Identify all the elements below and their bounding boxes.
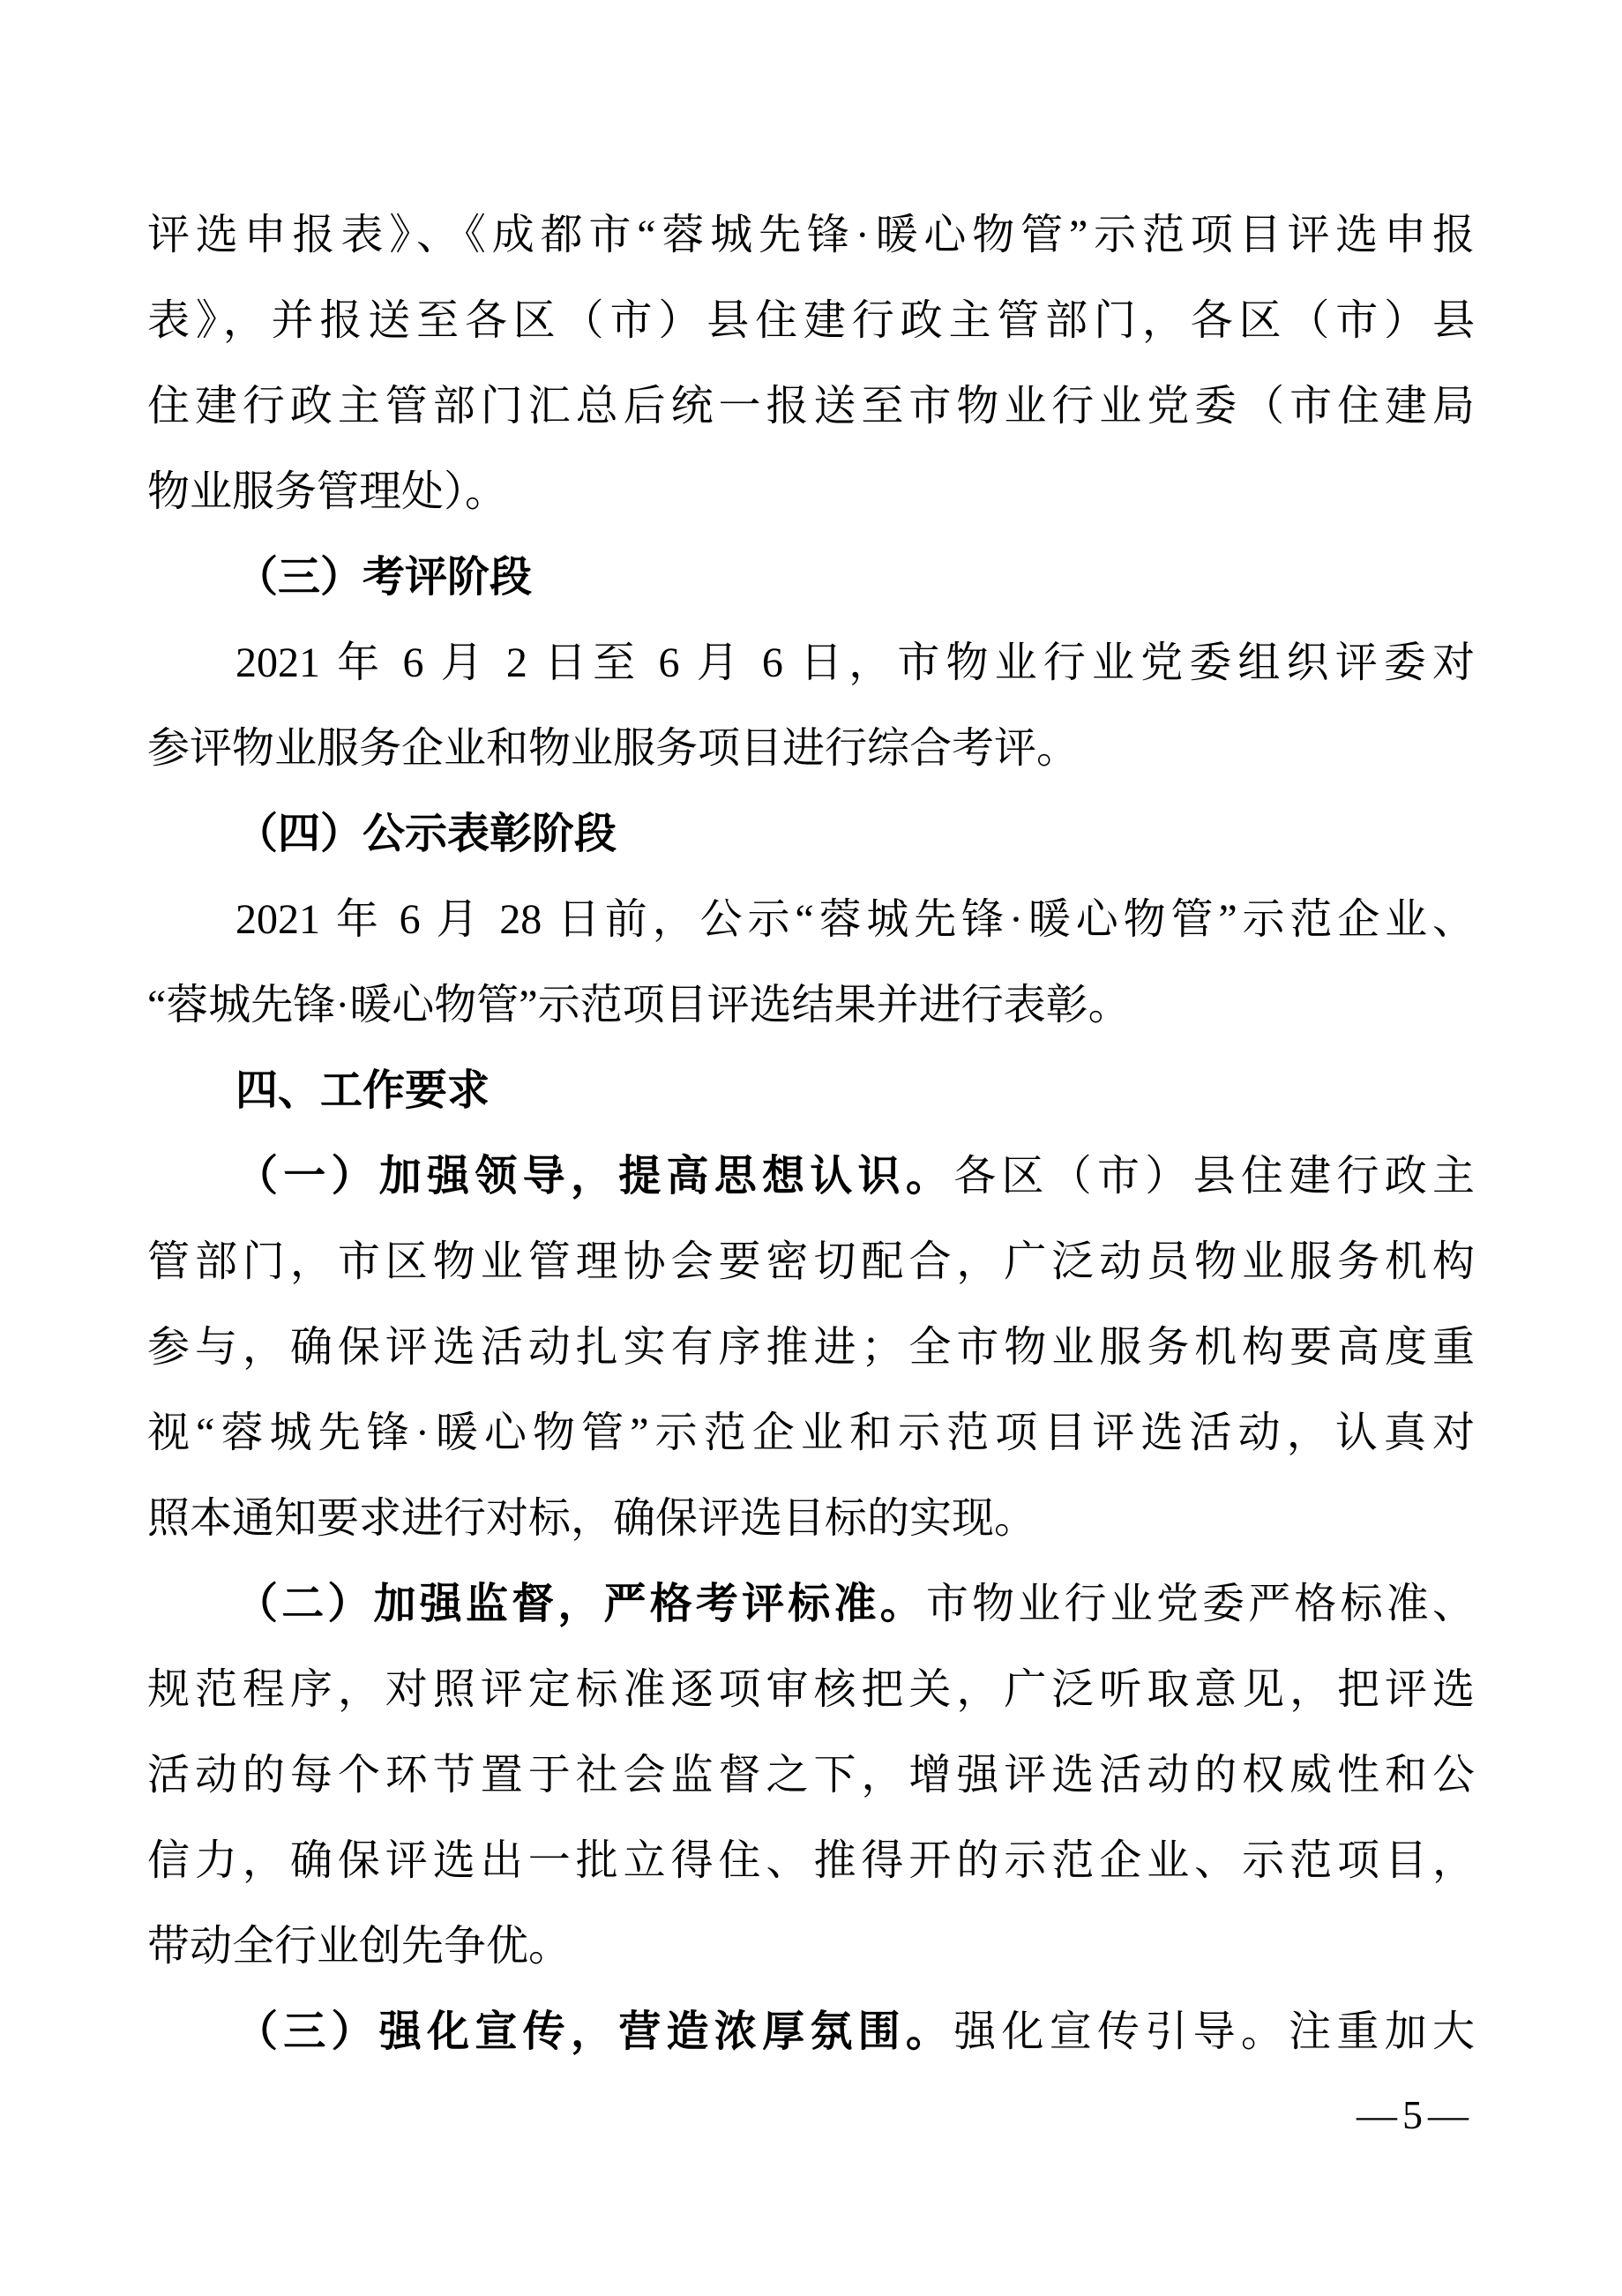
text-line	[147, 535, 1475, 620]
text-line	[147, 363, 1475, 449]
text-segment: （三）强化宣传，营造浓厚氛围。	[235, 2008, 954, 2055]
text-segment: （一）加强领导，提高思想认识。	[235, 1153, 954, 1200]
text-segment: 强化宣传引导。注重加大	[953, 2008, 1475, 2055]
text-segment: 物业服务管理处）。	[147, 468, 508, 515]
text-segment: 参评物业服务企业和物业服务项目进行综合考评。	[147, 725, 1080, 772]
text-line	[147, 192, 1475, 278]
text-segment: 视“蓉城先锋·暖心物管”示范企业和示范项目评选活动，认真对	[147, 1410, 1475, 1456]
text-line	[147, 1048, 1475, 1133]
text-line	[147, 1818, 1475, 1903]
text-segment: （三）考评阶段	[235, 554, 533, 601]
text-segment: 规范程序，对照评定标准逐项审核把关，广泛听取意见，把评选	[147, 1666, 1475, 1713]
page-number: —5—	[1357, 2092, 1474, 2137]
text-segment: 2021 年 6 月 2 日至 6 月 6 日，市物业行业党委组织评委对	[235, 639, 1475, 686]
text-segment: 四、工作要求	[235, 1067, 490, 1114]
document-body	[147, 192, 1475, 2075]
text-segment: 表》，并报送至各区（市）县住建行政主管部门，各区（市）县	[147, 297, 1475, 344]
text-line	[147, 962, 1475, 1048]
text-line	[147, 278, 1475, 363]
text-segment: 参与，确保评选活动扎实有序推进；全市物业服务机构要高度重	[147, 1324, 1475, 1371]
text-segment: 住建行政主管部门汇总后统一报送至市物业行业党委（市住建局	[147, 383, 1475, 430]
text-line	[147, 791, 1475, 877]
text-line	[147, 1390, 1475, 1476]
text-segment: 照本通知要求进行对标，确保评选目标的实现。	[147, 1495, 1037, 1542]
text-line	[147, 1476, 1475, 1561]
text-segment: 各区（市）县住建行政主	[953, 1153, 1475, 1200]
text-line	[147, 1647, 1475, 1732]
text-line	[147, 1989, 1475, 2075]
text-segment: “蓉城先锋·暖心物管”示范项目评选结果并进行表彰。	[147, 982, 1131, 1028]
text-segment: 2021 年 6 月 28 日前，公示“蓉城先锋·暖心物管”示范企业、	[235, 896, 1475, 943]
text-line	[147, 1561, 1475, 1647]
text-line	[147, 1903, 1475, 1989]
text-segment: 活动的每个环节置于社会监督之下，增强评选活动的权威性和公	[147, 1752, 1475, 1799]
text-line	[147, 706, 1475, 791]
text-line	[147, 1305, 1475, 1390]
text-segment: 评选申报表》、《成都市“蓉城先锋·暖心物管”示范项目评选申报	[147, 212, 1475, 258]
text-line	[147, 1219, 1475, 1305]
text-line	[147, 877, 1475, 962]
text-segment: 带动全行业创先争优。	[147, 1923, 572, 1970]
text-segment: 管部门，市区物业管理协会要密切配合，广泛动员物业服务机构	[147, 1238, 1475, 1285]
text-line	[147, 1732, 1475, 1818]
text-segment: （四）公示表彰阶段	[235, 811, 617, 857]
text-segment: （二）加强监督，严格考评标准。	[235, 1581, 926, 1627]
text-segment: 信力，确保评选出一批立得住、推得开的示范企业、示范项目，	[147, 1837, 1475, 1884]
text-segment: 市物业行业党委严格标准、	[925, 1581, 1475, 1627]
text-line	[147, 620, 1475, 706]
text-line	[147, 449, 1475, 535]
text-line	[147, 1133, 1475, 1219]
